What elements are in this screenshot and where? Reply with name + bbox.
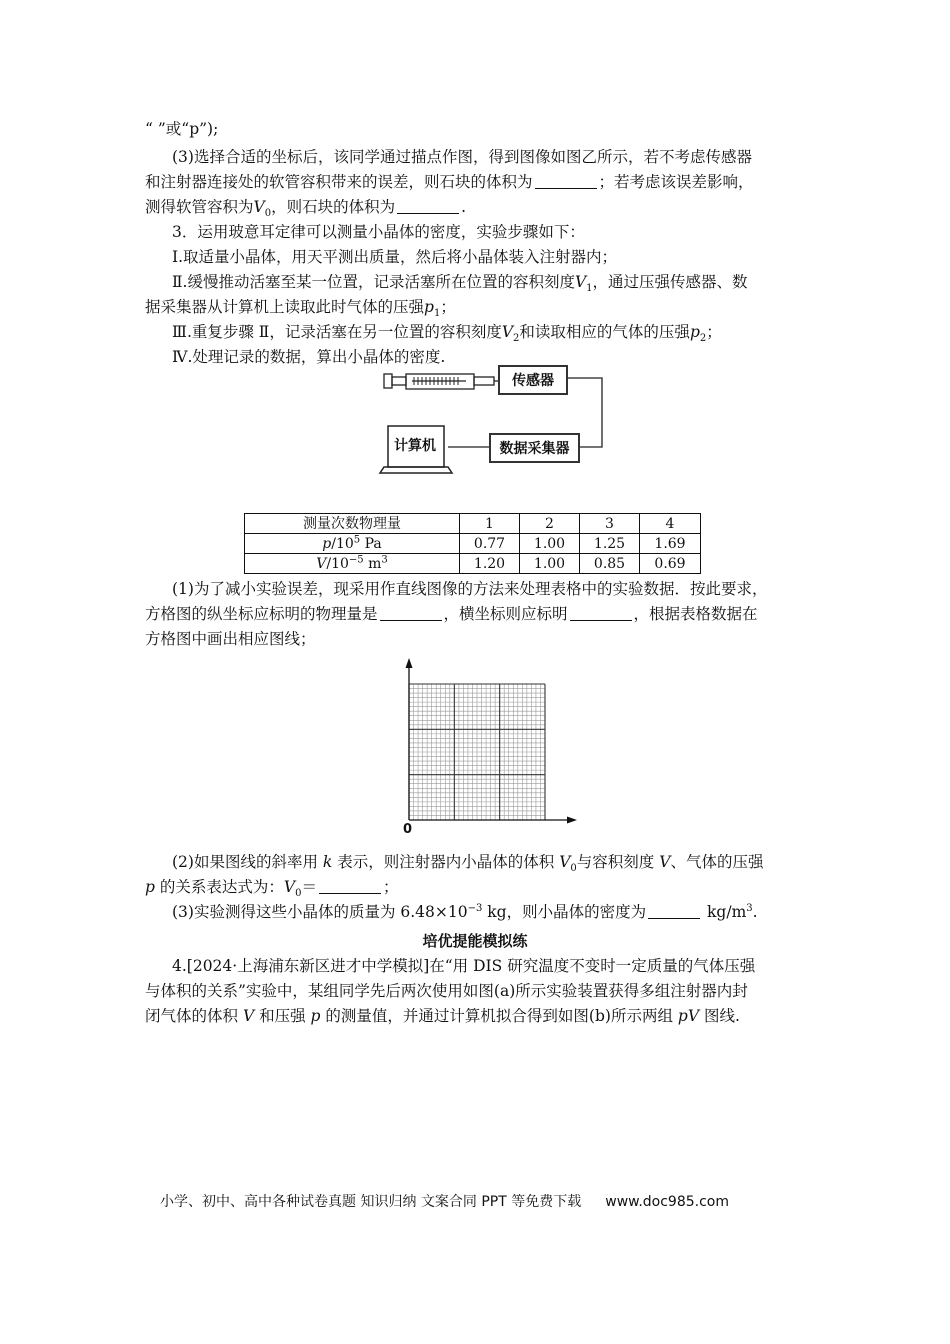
- table-cell: 1.69: [640, 534, 701, 554]
- table-cell: 1.25: [580, 534, 640, 554]
- problem-4-line-3: 闭气体的体积 V 和压强 p 的测量值，并通过计算机拟合得到如图(b)所示两组 pV 图线.: [145, 1007, 740, 1025]
- q1-line-3: 方格图中画出相应图线；: [145, 630, 316, 648]
- table-header-cell: 3: [580, 514, 640, 534]
- table-cell: 1.00: [520, 534, 580, 554]
- q2-line-1: (2)如果图线的斜率用 k 表示，则注射器内小晶体的体积 $V_0$与容积刻度 V、气体的压强: [172, 853, 764, 875]
- section-title: 培优提能模拟练: [422, 932, 528, 950]
- origin-label: 0: [403, 822, 413, 837]
- x-axis-arrow-icon: [567, 817, 577, 824]
- step-3: Ⅲ.重复步骤 Ⅱ，记录活塞在另一位置的容积刻度$V_2$和读取相应的气体的压强$p_2$；: [172, 323, 722, 345]
- q1-line-1: (1)为了减小实验误差，现采用作直线图像的方法来处理表格中的实验数据．按此要求，: [172, 580, 768, 598]
- q1-line-2: 方格图的纵坐标应标明的物理量是 ，横坐标则应标明 ，根据表格数据在: [145, 605, 758, 623]
- problem-3-intro: 3．运用玻意耳定律可以测量小晶体的密度，实验步骤如下：: [172, 223, 585, 241]
- q3-line-3: 测得软管容积为$V_0$，则石块的体积为 .: [145, 198, 467, 220]
- q3-line-1: (3)选择合适的坐标后，该同学通过描点作图，得到图像如图乙所示，若不考虑传感器: [172, 148, 752, 166]
- table-header-cell: 4: [640, 514, 701, 534]
- table-cell: 1.20: [460, 554, 520, 574]
- answer-blank[interactable]: [319, 878, 381, 894]
- problem-4-line-1: 4.[2024·上海浦东新区进才中学模拟]在“用 DIS 研究温度不变时一定质量的气体压强: [172, 957, 756, 975]
- table-cell: 0.85: [580, 554, 640, 574]
- row-label-v: $V/10^{-5}$ $m^3$: [245, 554, 460, 574]
- q2-line-2: p 的关系表达式为：$V_0=$ ；: [145, 878, 399, 900]
- step-1: Ⅰ.取适量小晶体，用天平测出质量，然后将小晶体装入注射器内；: [172, 248, 618, 266]
- text-line: “ ”或“p”);: [145, 120, 219, 138]
- step-4: Ⅳ.处理记录的数据，算出小晶体的密度.: [172, 348, 446, 366]
- q3-line-2: 和注射器连接处的软管容积带来的误差，则石块的体积为 ；若考虑该误差影响，: [145, 173, 754, 191]
- table-header-cell: 2: [520, 514, 580, 534]
- table-cell: 0.77: [460, 534, 520, 554]
- q3-density-line: (3)实验测得这些小晶体的质量为 $6.48\times 10^{-3}$ kg，则小晶体的密度为 $kg/m^3$.: [172, 902, 758, 921]
- footer-text: 小学、初中、高中各种试卷真题 知识归纳 文案合同 PPT 等免费下载: [160, 1194, 582, 1210]
- computer-label: 计算机: [390, 428, 440, 462]
- table-cell: 1.00: [520, 554, 580, 574]
- table-header-cell: 1: [460, 514, 520, 534]
- y-axis-arrow-icon: [406, 658, 413, 668]
- row-label-p: $p/10^5$ Pa: [245, 534, 460, 554]
- step-2-line-1: Ⅱ.缓慢推动活塞至某一位置，记录活塞所在位置的容积刻度$V_1$，通过压强传感器、数: [172, 273, 748, 295]
- footer-link[interactable]: www.doc985.com: [605, 1194, 729, 1210]
- problem-4-line-2: 与体积的关系”实验中，某组同学先后两次使用如图(a)所示实验装置获得多组注射器内封: [145, 982, 748, 1000]
- step-2-line-2: 据采集器从计算机上读取此时气体的压强$p_1$；: [145, 298, 456, 320]
- table-cell: 0.69: [640, 554, 701, 574]
- sensor-box: 传感器: [498, 365, 568, 395]
- answer-blank[interactable]: [648, 903, 700, 919]
- table-header-cell: 测量次数物理量: [245, 514, 460, 534]
- page-footer: [160, 1191, 729, 1211]
- data-collector-box: 数据采集器: [489, 433, 580, 463]
